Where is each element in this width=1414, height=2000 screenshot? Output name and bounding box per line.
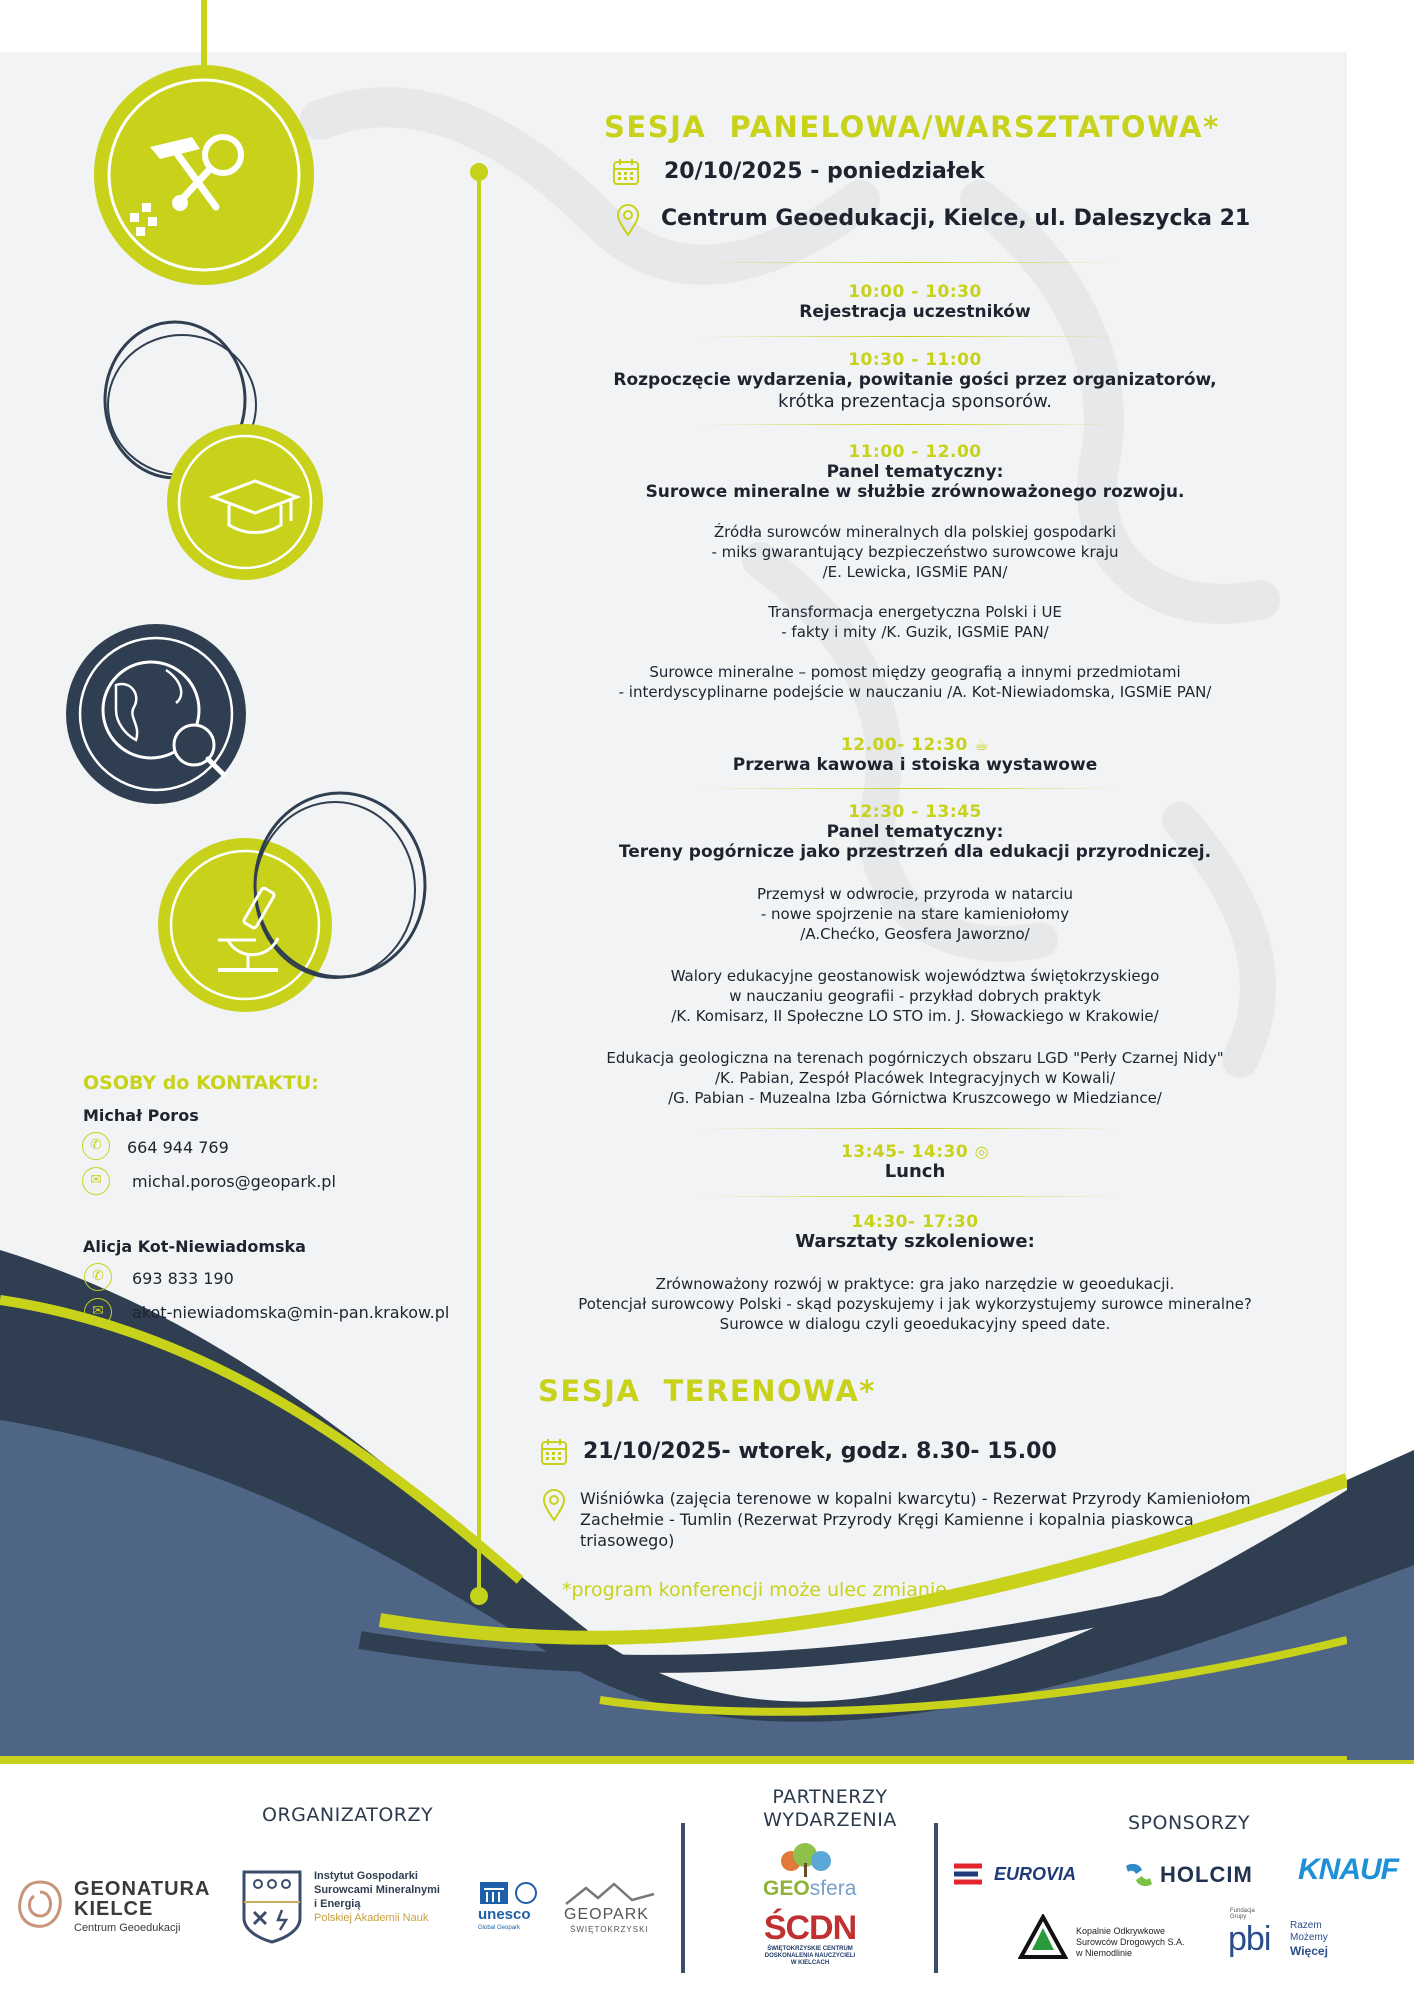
geonatura-line1: GEONATURA	[74, 1878, 211, 1900]
igsmie-line4: Polskiej Akademii Nauk	[314, 1912, 429, 1924]
program-time	[605, 735, 1225, 755]
talk-line: Surowce mineralne – pomost między geografią a innymi przedmiotami	[649, 663, 1181, 681]
unesco-temple-icon	[478, 1880, 544, 1906]
unesco-text: unesco	[478, 1906, 531, 1923]
timeline-dot-bottom	[470, 1587, 488, 1605]
talk-line: - nowe spojrzenie na stare kamieniołomy	[760, 905, 1070, 923]
program-block-registration	[605, 282, 1225, 322]
kopalnie-line3: w Niemodlinie	[1076, 1948, 1133, 1958]
eurovia-text: EUROVIA	[994, 1864, 1077, 1884]
graduation-cap-icon	[205, 475, 305, 545]
logo-unesco	[478, 1880, 550, 1940]
separator	[700, 262, 1120, 263]
talk-line: /G. Pabian - Muzealna Izba Górnictwa Kruszcowego w Miedziance/	[668, 1089, 1162, 1107]
separator	[700, 336, 1120, 337]
partners-title-line: WYDARZENIA	[763, 1809, 897, 1831]
talk-line: - miks gwarantujący bezpieczeństwo surowcowe kraju	[711, 543, 1119, 561]
talk-line: Transformacja energetyczna Polski i UE	[768, 603, 1062, 621]
geonatura-line2: KIELCE	[74, 1898, 154, 1920]
program-block-coffee	[605, 735, 1225, 775]
logo-geopark	[562, 1880, 662, 1940]
igsmie-shield-icon	[240, 1868, 304, 1944]
program-note: *program konferencji może ulec zmianie	[562, 1579, 947, 1601]
talk-line: /K. Pabian, Zespół Placówek Integracyjnych w Kowali/	[714, 1069, 1115, 1087]
separator	[700, 1128, 1120, 1129]
separator	[700, 424, 1120, 425]
program-title: Rozpoczęcie wydarzenia, powitanie gości przez organizatorów,	[613, 370, 1217, 390]
logo-igsmie	[240, 1868, 450, 1948]
program-title: Warsztaty szkoleniowe:	[795, 1231, 1035, 1252]
session-field-title: SESJA TERENOWA*	[538, 1374, 876, 1408]
contact-email[interactable]: akot-niewiadomska@min-pan.krakow.pl	[132, 1303, 450, 1322]
igsmie-line1: Instytut Gospodarki	[314, 1870, 418, 1882]
geonatura-line3: Centrum Geoedukacji	[74, 1922, 181, 1934]
session-panel-date: 20/10/2025 - poniedziałek	[664, 159, 985, 184]
program-time: 11:00 - 12.00	[848, 442, 982, 462]
calendar-icon	[612, 157, 640, 187]
eurovia-mark-icon	[952, 1862, 984, 1886]
talk-line: Zrównoważony rozwój w praktyce: gra jako narzędzie w geoedukacji.	[655, 1275, 1175, 1293]
location-line: Zachełmie - Tumlin (Rezerwat Przyrody Kręgi Kamienne i kopalnia piaskowca	[580, 1510, 1194, 1529]
talk-line: Potencjał surowcowy Polski - skąd pozyskujemy i jak wykorzystujemy surowce mineralne?	[578, 1295, 1252, 1313]
program-subtitle: krótka prezentacja sponsorów.	[778, 391, 1052, 412]
geopark-text: GEOPARK	[564, 1906, 649, 1923]
program-time: 10:30 - 11:00	[848, 350, 982, 370]
location-pin-icon	[616, 203, 640, 237]
program-time: 10:00 - 10:30	[848, 282, 982, 302]
contact-phone: 693 833 190	[132, 1269, 234, 1288]
pbi-slogan2: Możemy	[1290, 1932, 1328, 1943]
logo-scdn	[750, 1910, 870, 1980]
pbi-text: pbi	[1228, 1920, 1271, 1958]
program-block-panel-2	[605, 802, 1225, 1108]
program-block-workshops	[578, 1212, 1252, 1334]
geosfera-geo: GEO	[763, 1877, 810, 1900]
location-line: triasowego)	[580, 1531, 675, 1550]
location-line: Wiśniówka (zajęcia terenowe w kopalni kwarcytu) - Rezerwat Przyrody Kamieniołom	[580, 1489, 1251, 1508]
logo-kopalnie	[1018, 1912, 1218, 1968]
globe-magnifier-icon	[86, 645, 236, 795]
scdn-sub3: W KIELCACH	[790, 1960, 830, 1966]
talk-line: /E. Lewicka, IGSMiE PAN/	[822, 563, 1008, 581]
session-panel-location: Centrum Geoedukacji, Kielce, ul. Daleszycka 21	[661, 206, 1251, 231]
email-icon: ✉	[84, 1298, 112, 1326]
partners-title-line: PARTNERZY	[772, 1786, 888, 1808]
geosfera-sfera: sfera	[809, 1877, 857, 1900]
hammer-magnifier-icon	[120, 115, 270, 245]
logo-pbi	[1226, 1908, 1336, 1968]
scdn-sub2: DOSKONALENIA NAUCZYCIELI	[764, 1953, 856, 1959]
phone-icon: ✆	[84, 1263, 112, 1291]
talk-line: Surowce w dialogu czyli geoedukacyjny speed date.	[719, 1315, 1111, 1333]
phone-icon: ✆	[82, 1132, 110, 1160]
program-time: 14:30- 17:30	[851, 1212, 979, 1232]
pbi-slogan1: Razem	[1290, 1920, 1322, 1931]
talk-line: Przemysł w odwrocie, przyroda w natarciu	[756, 885, 1074, 903]
email-icon: ✉	[82, 1167, 110, 1195]
geosfera-tree-icon	[771, 1843, 841, 1877]
kopalnie-line2: Surowców Drogowych S.A.	[1076, 1937, 1185, 1947]
talk-line: - fakty i mity /K. Guzik, IGSMiE PAN/	[781, 623, 1049, 641]
timeline-dot-top	[470, 163, 488, 181]
logo-geosfera	[755, 1843, 875, 1905]
geopark-sub: ŚWIĘTOKRZYSKI	[570, 1925, 649, 1934]
program-time-text: 12.00- 12:30	[840, 735, 968, 755]
holcim-mark-icon	[1122, 1860, 1156, 1890]
program-title: Panel tematyczny:	[826, 462, 1004, 482]
talk-line: Walory edukacyjne geostanowisk województwa świętokrzyskiego	[670, 967, 1160, 985]
kopalnie-triangle-icon	[1018, 1914, 1068, 1960]
talk-line: /K. Komisarz, II Społeczne LO STO im. J. Słowackiego w Krakowie/	[671, 1007, 1159, 1025]
kopalnie-line1: Kopalnie Odkrywkowe	[1076, 1926, 1166, 1936]
talk-line: Edukacja geologiczna na terenach pogórniczych obszaru LGD "Perły Czarnej Nidy"	[606, 1049, 1224, 1067]
session-panel-title: SESJA PANELOWA/WARSZTATOWA*	[604, 110, 1220, 144]
igsmie-line3: i Energią	[314, 1898, 361, 1910]
geosfera-wordmark	[763, 1877, 856, 1901]
program-time	[605, 1142, 1225, 1162]
timeline-line	[477, 172, 481, 1596]
contacts-title: OSOBY do KONTAKTU:	[83, 1072, 319, 1094]
footer-divider	[681, 1823, 685, 1973]
talk-line: - interdyscyplinarne podejście w nauczaniu /A. Kot-Niewiadomska, IGSMiE PAN/	[618, 683, 1212, 701]
logo-knauf: KNAUF	[1298, 1853, 1398, 1886]
geonatura-mark-icon	[14, 1878, 66, 1934]
contact-name: Alicja Kot-Niewiadomska	[83, 1237, 306, 1256]
program-title: Tereny pogórnicze jako przestrzeń dla edukacji przyrodniczej.	[618, 842, 1212, 862]
holcim-text: HOLCIM	[1160, 1862, 1253, 1887]
coffee-icon: ☕	[974, 735, 990, 754]
scdn-text: ŚCDN	[763, 1909, 857, 1947]
footer-divider	[934, 1823, 938, 1973]
program-time-text: 13:45- 14:30	[840, 1142, 969, 1162]
igsmie-line2: Surowcami Mineralnymi	[314, 1884, 440, 1896]
pbi-foundation: Fundacja Grupy	[1230, 1908, 1255, 1920]
talk-line: /A.Chećko, Geosfera Jaworzno/	[800, 925, 1030, 943]
contact-name: Michał Poros	[83, 1106, 199, 1125]
program-title: Panel tematyczny:	[826, 822, 1004, 842]
scdn-sub1: ŚWIĘTOKRZYSKIE CENTRUM	[767, 1946, 853, 1952]
logo-holcim	[1122, 1858, 1272, 1892]
microscope-icon	[208, 880, 298, 980]
calendar-icon	[540, 1437, 568, 1467]
separator	[700, 788, 1120, 789]
sponsors-title: SPONSORZY	[1128, 1812, 1251, 1834]
program-block-lunch	[605, 1142, 1225, 1182]
program-block-opening	[605, 350, 1225, 414]
unesco-sub: Global Geopark	[478, 1925, 521, 1931]
logo-eurovia	[952, 1860, 1102, 1888]
logo-geonatura	[14, 1876, 224, 1938]
talk-line: w nauczaniu geografii - przykład dobrych praktyk	[729, 987, 1101, 1005]
program-title: Surowce mineralne w służbie zrównoważonego rozwoju.	[645, 482, 1185, 502]
partners-title	[730, 1786, 930, 1832]
talk-line: Źródła surowców mineralnych dla polskiej gospodarki	[713, 523, 1117, 541]
separator	[700, 1196, 1120, 1197]
program-title: Lunch	[884, 1161, 946, 1182]
contact-phone: 664 944 769	[127, 1138, 229, 1157]
session-field-location	[580, 1488, 1320, 1551]
session-field-date: 21/10/2025- wtorek, godz. 8.30- 15.00	[583, 1439, 1057, 1464]
organizers-title: ORGANIZATORZY	[262, 1804, 434, 1826]
program-block-panel-1	[605, 442, 1225, 702]
program-time: 12:30 - 13:45	[848, 802, 982, 822]
pbi-slogan3: Więcej	[1290, 1944, 1328, 1958]
contact-email[interactable]: michal.poros@geopark.pl	[132, 1172, 336, 1191]
location-pin-icon	[542, 1488, 566, 1522]
program-title: Rejestracja uczestników	[799, 302, 1031, 322]
plate-icon: ◎	[974, 1142, 990, 1161]
program-title: Przerwa kawowa i stoiska wystawowe	[732, 755, 1098, 775]
